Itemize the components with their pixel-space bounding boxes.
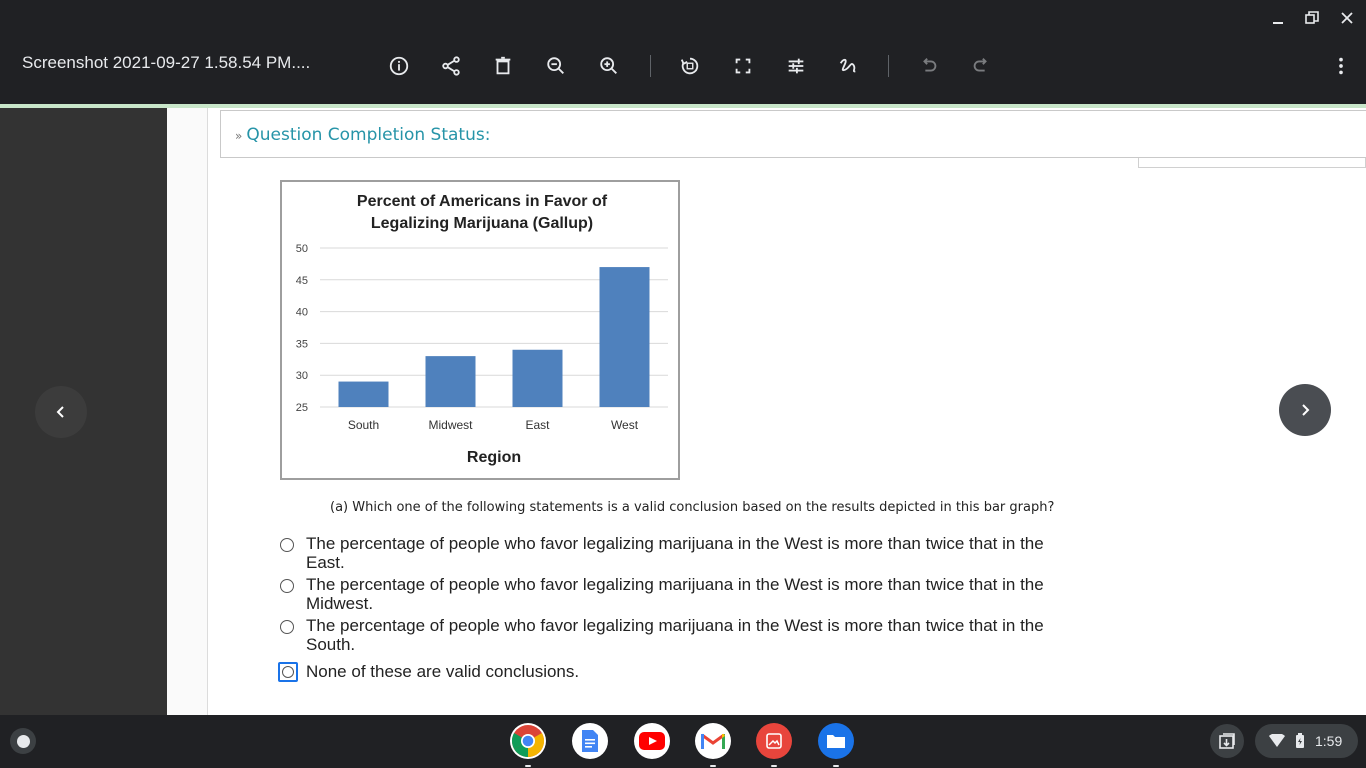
answer-option-1[interactable] xyxy=(278,534,1078,574)
status-tray[interactable] xyxy=(1255,724,1358,758)
annotate-icon[interactable] xyxy=(835,53,861,79)
option-label: The percentage of people who favor legalizing marijuana in the West is more than twice that in the East. xyxy=(306,534,1044,572)
chevron-left-icon xyxy=(52,403,70,421)
rotate-icon[interactable] xyxy=(677,53,703,79)
toolbar-divider xyxy=(888,55,889,77)
holding-space-button[interactable] xyxy=(1210,724,1244,758)
running-indicator xyxy=(525,765,531,767)
minimize-icon[interactable] xyxy=(1266,6,1290,30)
bar-midwest xyxy=(426,356,476,407)
restore-icon[interactable] xyxy=(1300,6,1324,30)
crop-icon[interactable] xyxy=(730,53,756,79)
shelf xyxy=(0,715,1366,768)
option-label: None of these are valid conclusions. xyxy=(306,662,580,681)
next-image-button[interactable] xyxy=(1279,384,1331,436)
gallery-icon[interactable] xyxy=(756,723,792,759)
bar-chart xyxy=(280,180,680,480)
previous-image-button[interactable] xyxy=(35,386,87,438)
bar-west xyxy=(600,267,650,407)
answer-option-2[interactable] xyxy=(278,575,1078,615)
launcher-button[interactable] xyxy=(10,728,36,754)
answer-option-4[interactable] xyxy=(278,661,1078,685)
status-panel-edge xyxy=(1138,158,1366,168)
chrome-icon[interactable] xyxy=(510,723,546,759)
title-bar xyxy=(0,0,1366,104)
zoom-in-icon[interactable] xyxy=(596,53,622,79)
x-tick-label: East xyxy=(525,418,550,432)
zoom-out-icon[interactable] xyxy=(543,53,569,79)
page-gutter xyxy=(167,108,208,715)
radio-button[interactable] xyxy=(280,620,294,634)
close-icon[interactable] xyxy=(1335,6,1359,30)
bar-east xyxy=(513,350,563,407)
running-indicator xyxy=(710,765,716,767)
download-tray-icon xyxy=(1218,732,1236,750)
y-tick-label: 30 xyxy=(295,370,308,383)
chart-title: Percent of Americans in Favor of xyxy=(356,193,608,210)
double-chevron-down-icon: » xyxy=(235,129,243,143)
image-viewport xyxy=(0,108,1366,715)
youtube-icon[interactable] xyxy=(634,723,670,759)
x-tick-label: South xyxy=(347,418,380,432)
toolbar-divider xyxy=(650,55,651,77)
delete-icon[interactable] xyxy=(490,53,516,79)
x-axis-label: Region xyxy=(466,449,522,466)
y-tick-label: 45 xyxy=(295,274,308,287)
chart-title: Legalizing Marijuana (Gallup) xyxy=(370,215,594,232)
info-icon[interactable] xyxy=(386,53,412,79)
option-label: The percentage of people who favor legalizing marijuana in the West is more than twice that in the South. xyxy=(306,616,1044,654)
x-tick-label: West xyxy=(610,418,639,432)
question-status-bar[interactable] xyxy=(220,110,1366,158)
window-title: Screenshot 2021-09-27 1.58.54 PM.... xyxy=(22,53,311,72)
radio-button-focused[interactable] xyxy=(278,662,298,682)
undo-icon[interactable] xyxy=(916,53,942,79)
docs-icon[interactable] xyxy=(572,723,608,759)
y-tick-label: 40 xyxy=(295,306,308,319)
running-indicator xyxy=(771,765,777,767)
radio-button[interactable] xyxy=(280,579,294,593)
y-tick-label: 35 xyxy=(295,338,308,351)
y-tick-label: 25 xyxy=(295,402,308,414)
bar-south xyxy=(339,382,389,407)
chevron-right-icon xyxy=(1296,401,1314,419)
bar-chart-svg xyxy=(282,182,678,478)
answer-option-3[interactable] xyxy=(278,616,1078,656)
gmail-icon[interactable] xyxy=(695,723,731,759)
battery-icon xyxy=(1295,733,1305,749)
redo-icon[interactable] xyxy=(968,53,994,79)
question-text: (a) Which one of the following statements is a valid conclusion based on the results depicted in this bar graph? xyxy=(330,500,1055,515)
status-label: Question Completion Status: xyxy=(246,125,491,145)
clock: 1:59 xyxy=(1315,733,1343,749)
adjust-icon[interactable] xyxy=(783,53,809,79)
x-tick-label: Midwest xyxy=(428,418,473,432)
wifi-icon xyxy=(1269,734,1285,748)
running-indicator xyxy=(833,765,839,767)
share-icon[interactable] xyxy=(438,53,464,79)
more-icon[interactable] xyxy=(1328,53,1354,79)
question-status-toggle[interactable] xyxy=(235,125,490,145)
y-tick-label: 50 xyxy=(295,243,308,255)
files-icon[interactable] xyxy=(818,723,854,759)
option-label: The percentage of people who favor legalizing marijuana in the West is more than twice that in the Midwest. xyxy=(306,575,1044,613)
radio-button[interactable] xyxy=(280,538,294,552)
